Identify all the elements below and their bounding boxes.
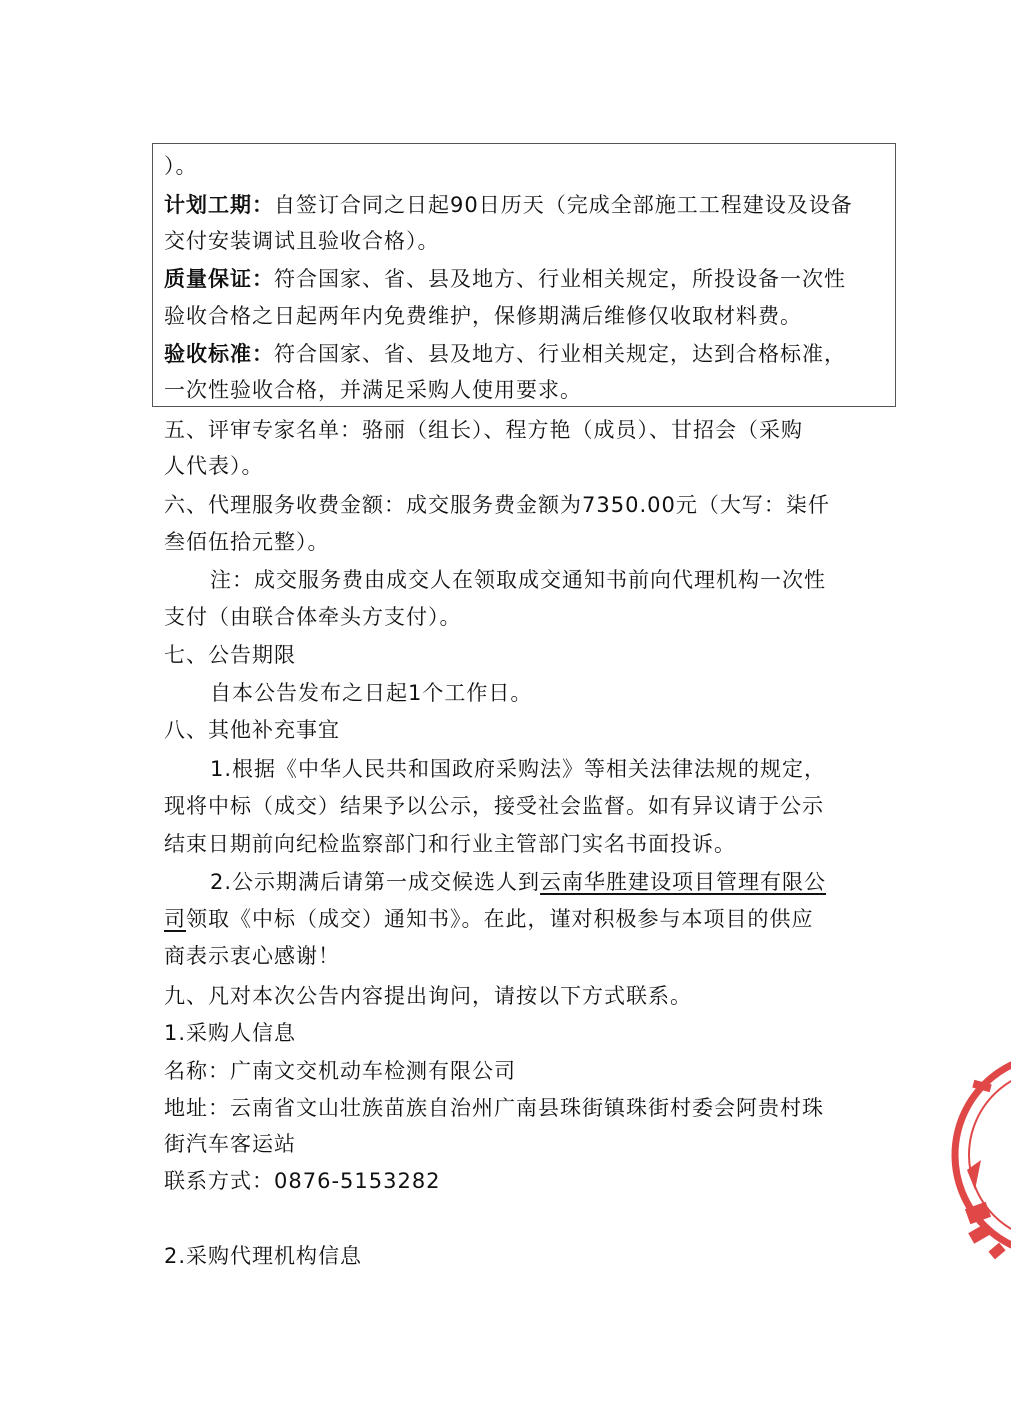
schedule-label: 计划工期：: [164, 193, 274, 217]
note-line-1: 注：成交服务费由成交人在领取成交通知书前向代理机构一次性: [210, 568, 826, 592]
quality-label: 质量保证：: [164, 267, 274, 291]
agency-heading: 2.采购代理机构信息: [164, 1244, 363, 1268]
acceptance-text-1: 符合国家、省、县及地方、行业相关规定，达到合格标准，: [274, 342, 846, 366]
quality-line-1: [164, 265, 846, 293]
section-8-p1-line-3: 结束日期前向纪检监察部门和行业主管部门实名书面投诉。: [164, 832, 736, 856]
section-7-text: 自本公告发布之日起1个工作日。: [210, 681, 533, 705]
section-7-title: 七、公告期限: [164, 643, 296, 667]
schedule-line-1: [164, 191, 853, 219]
buyer-address-line-2: 街汽车客运站: [164, 1132, 296, 1156]
schedule-line-2: 交付安装调试且验收合格）。: [164, 229, 440, 253]
section-6-line-1: 六、代理服务收费金额：成交服务费金额为7350.00元（大写：柒仟: [164, 493, 830, 517]
section-8-p1-line-2: 现将中标（成交）结果予以公示，接受社会监督。如有异议请于公示: [164, 794, 824, 818]
note-line-2: 支付（由联合体牵头方支付）。: [164, 605, 462, 629]
acceptance-label: 验收标准：: [164, 342, 274, 366]
acceptance-line-2: 一次性验收合格，并满足采购人使用要求。: [164, 378, 582, 402]
section-9-title: 九、凡对本次公告内容提出询问，请按以下方式联系。: [164, 984, 692, 1008]
section-8-p2-line-2-rest: 领取《中标（成交）通知书》。在此，谨对积极参与本项目的供应: [186, 907, 814, 931]
buyer-name: 名称：广南文交机动车检测有限公司: [164, 1059, 516, 1083]
quality-line-2: 验收合格之日起两年内免费维护，保修期满后维修仅收取材料费。: [164, 304, 802, 328]
section-8-p2-prefix: 2.公示期满后请第一成交候选人到: [210, 870, 541, 894]
buyer-address-line-1: 地址：云南省文山壮族苗族自治州广南县珠街镇珠街村委会阿贵村珠: [164, 1096, 824, 1120]
buyer-heading: 1.采购人信息: [164, 1021, 297, 1045]
section-8-p2-line-3: 商表示衷心感谢！: [164, 944, 340, 968]
buyer-contact: 联系方式：0876-5153282: [164, 1169, 441, 1193]
quality-text-1: 符合国家、省、县及地方、行业相关规定，所投设备一次性: [274, 267, 846, 291]
section-5-line-1: 五、评审专家名单：骆丽（组长）、程方艳（成员）、甘招会（采购: [164, 418, 803, 442]
section-8-title: 八、其他补充事宜: [164, 718, 340, 742]
section-6-line-2: 叁佰伍拾元整）。: [164, 530, 330, 554]
agency-name-link-part-2: 司: [164, 907, 186, 931]
schedule-text-1: 自签订合同之日起90日历天（完成全部施工工程建设及设备: [274, 193, 853, 217]
section-8-p2-line-1: [210, 868, 826, 896]
agency-name-link-part-1: 云南华胜建设项目管理有限公: [540, 870, 827, 894]
section-8-p1-line-1: 1.根据《中华人民共和国政府采购法》等相关法律法规的规定，: [210, 757, 827, 781]
acceptance-line-1: [164, 340, 846, 368]
box-continuation: ）。: [164, 154, 198, 178]
section-8-p2-line-2: [164, 905, 814, 933]
section-5-line-2: 人代表）。: [164, 454, 264, 478]
red-seal-stamp: [945, 1060, 1011, 1300]
